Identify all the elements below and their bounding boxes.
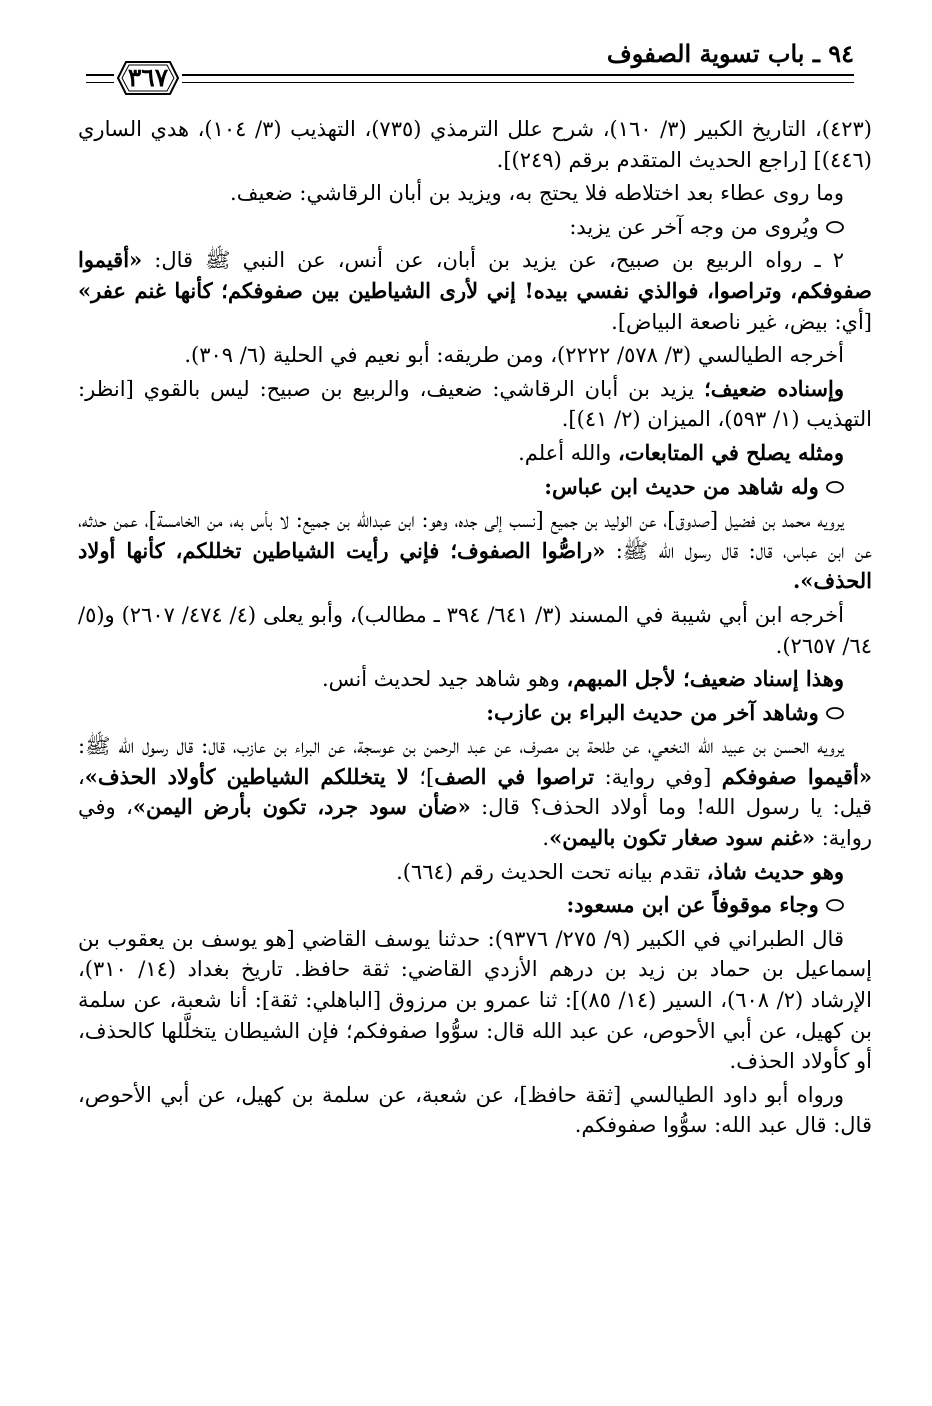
paragraph bbox=[78, 857, 872, 888]
bold-text-run: ⬭ bbox=[818, 213, 844, 239]
paragraph bbox=[78, 731, 872, 853]
header-rule bbox=[182, 74, 854, 83]
bold-text-run: ⬭ وشاهد آخر من حديث البراء بن عازب: bbox=[486, 699, 844, 725]
text-run: يرويه محمد بن فضيل [صدوق]، عن الوليد بن جميع [نسب إلى جده، وهو: ابن عبدالله بن جميع: لا بأس به، من الخامسة]، عمن حدثه، عن ابن عباس، قال: قال رسول الله ﷺ: bbox=[78, 508, 872, 563]
bold-text-run: «راصُّوا الصفوف؛ فإني رأيت الشياطين تخللكم، كأنها أولاد الحذف». bbox=[78, 537, 872, 594]
paragraph bbox=[78, 924, 872, 1077]
bold-text-run: «أقيموا صفوفكم، وتراصوا، فوالذي نفسي بيده! إني لأرى الشياطين بين صفوفكم؛ كأنها غنم عفر» bbox=[78, 247, 872, 303]
bold-text-run: «أقيموا صفوفكم bbox=[721, 763, 873, 789]
paragraph bbox=[78, 600, 872, 661]
text-run: ]؛ bbox=[408, 764, 435, 789]
bold-text-run: وإسناده ضعيف؛ bbox=[704, 375, 844, 401]
text-run: والله أعلم. bbox=[518, 440, 618, 465]
bold-text-run: «غنم سود صغار تكون باليمن» bbox=[549, 825, 816, 851]
text-run: [أي: بيض، غير ناصعة البياض]. bbox=[611, 309, 872, 334]
paragraph bbox=[78, 664, 872, 695]
bold-text-run: وهو حديث شاذ، bbox=[706, 858, 844, 884]
text-run: ٢ ـ رواه الربيع بن صبيح، عن يزيد بن أبان، عن أنس، عن النبي ﷺ قال: bbox=[142, 248, 844, 273]
text-run: أخرجه ابن أبي شيبة في المسند (٣/ ٦٤١/ ٣٩٤ ـ مطالب)، وأبو يعلى (٤/ ٤٧٤/ ٢٦٠٧) و(٥/ ٦٤/ ٢٦٥٧). bbox=[78, 602, 872, 658]
text-run: ، وفي رواية: bbox=[78, 795, 872, 851]
bold-text-run: ⬭ وله شاهد من حديث ابن عباس: bbox=[544, 473, 844, 499]
bold-text-run: «ضأن سود جرد، تكون بأرض اليمن» bbox=[132, 794, 471, 820]
text-run: أخرجه الطيالسي (٣/ ٥٧٨/ ٢٢٢٢)، ومن طريقه: أبو نعيم في الحلية (٦/ ٣٠٩). bbox=[184, 343, 844, 368]
text-run: ورواه أبو داود الطيالسي [ثقة حافظ]، عن شعبة، عن سلمة بن كهيل، عن أبي الأحوص، قال: قال عبد الله: سوُّوا صفوفكم. bbox=[78, 1082, 872, 1138]
text-run: تقدم بيانه تحت الحديث رقم (٦٦٤). bbox=[396, 859, 707, 884]
paragraph bbox=[78, 698, 872, 729]
header-rule-left bbox=[86, 74, 114, 83]
paragraph bbox=[78, 340, 872, 371]
text-run: (٤٢٣)، التاريخ الكبير (٣/ ١٦٠)، شرح علل الترمذي (٧٣٥)، التهذيب (٣/ ١٠٤)، هدي الساري (٤٤٦)] [راجع الحديث المتقدم برقم (٢٤٩)]. bbox=[78, 117, 872, 172]
bold-text-run: ومثله يصلح في المتابعات، bbox=[617, 439, 844, 465]
paragraph bbox=[78, 245, 872, 337]
paragraph bbox=[78, 212, 872, 243]
text-run: . bbox=[542, 826, 550, 851]
text-run: يزيد بن أبان الرقاشي: ضعيف، والربيع بن صبيح: ليس بالقوي [انظر: التهذيب (١/ ٥٩٣)، الميزان (٢/ ٤١)]. bbox=[78, 376, 872, 432]
text-run: ، قيل: يا رسول الله! وما أولاد الحذف؟ قال: bbox=[78, 764, 872, 820]
paragraph bbox=[78, 374, 872, 435]
bold-text-run: لا يتخللكم الشياطين كأولاد الحذف» bbox=[84, 763, 409, 789]
paragraph bbox=[78, 114, 872, 175]
bold-text-run: وهذا إسناد ضعيف؛ لأجل المبهم، bbox=[566, 666, 844, 692]
bold-text-run: تراصوا في الصف bbox=[434, 763, 595, 789]
text-run: قال الطبراني في الكبير (٩/ ٢٧٥/ ٩٣٧٦): حدثنا يوسف القاضي [هو يوسف بن يعقوب بن إسماعيل بن حماد بن زيد بن درهم الأزدي القاضي: ثقة حافظ. تاريخ بغداد (١٤/ ٣١٠)، الإرشاد (٢/ ٦٠٨)، السير (١٤/ ٨٥)]: ثنا عمرو بن مرزوق [الباهلي: ثقة]: أنا شعبة، عن سلمة بن كهيل، عن أبي الأحوص، عن عبد الله قال: سوُّوا صفوفكم؛ فإن الشيطان يتخلَّلها كالحذف، أو كأولاد الحذف. bbox=[78, 926, 872, 1074]
page-number-cartouche bbox=[116, 56, 180, 100]
text-run: يرويه الحسن بن عبيد الله النخعي، عن طلحة بن مصرف، عن عبد الرحمن بن عوسجة، عن البراء بن عازب، قال: قال رسول الله ﷺ: bbox=[78, 734, 844, 759]
paragraph bbox=[78, 178, 872, 209]
page-header bbox=[86, 38, 854, 100]
paragraph bbox=[78, 505, 872, 597]
paragraph bbox=[78, 1080, 872, 1141]
page-body bbox=[78, 114, 872, 1144]
chapter-title: ٩٤ ـ باب تسوية الصفوف bbox=[606, 39, 854, 68]
bold-text-run: ⬭ وجاء موقوفاً عن ابن مسعود: bbox=[566, 892, 844, 918]
text-run: وهو شاهد جيد لحديث أنس. bbox=[321, 667, 567, 692]
paragraph bbox=[78, 438, 872, 469]
paragraph bbox=[78, 890, 872, 921]
text-run: وما روى عطاء بعد اختلاطه فلا يحتج به، ويزيد بن أبان الرقاشي: ضعيف. bbox=[230, 181, 844, 206]
text-run: ويُروى من وجه آخر عن يزيد: bbox=[569, 214, 819, 239]
paragraph bbox=[78, 472, 872, 503]
page-number: ٣٦٧ bbox=[127, 63, 169, 92]
text-run: [وفي رواية: bbox=[594, 764, 722, 789]
